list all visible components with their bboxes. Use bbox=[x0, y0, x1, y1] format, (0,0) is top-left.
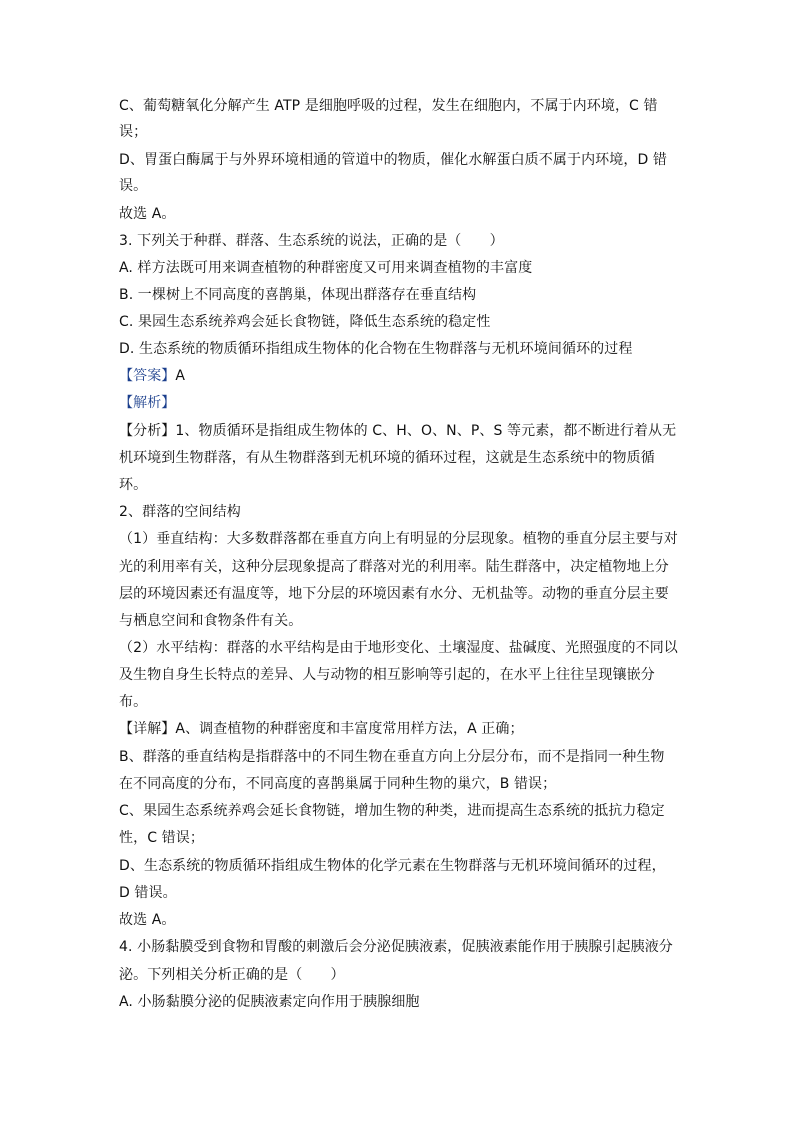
answer-line bbox=[119, 366, 679, 386]
text-line: 层的环境因素还有温度等，地下分层的环境因素有水分、无机盐等。动物的垂直分层主要 bbox=[119, 586, 669, 602]
text-line: D、生态系统的物质循环指组成生物体的化学元素在生物群落与无机环境间循环的过程， bbox=[119, 858, 666, 874]
analysis-line bbox=[119, 393, 679, 413]
text-line: 故选 A。 bbox=[119, 206, 176, 222]
text-line: 故选 A。 bbox=[119, 912, 176, 928]
detail-tag: 【详解】 bbox=[119, 721, 176, 737]
answer-value: A bbox=[175, 368, 186, 384]
detail-line: 【详解】A、调查植物的种群密度和丰富度常用样方法，A 正确； bbox=[119, 721, 524, 737]
question-4-option-a: A. 小肠黏膜分泌的促胰液素定向作用于胰腺细胞 bbox=[119, 994, 420, 1010]
text-line: 误。 bbox=[119, 178, 148, 194]
answer-tag: 【答案】 bbox=[119, 368, 176, 384]
question-4-stem: 4. 小肠黏膜受到食物和胃酸的刺激后会分泌促胰液素，促胰液素能作用于胰腺引起胰液分 bbox=[119, 939, 673, 955]
text-line: （2）水平结构：群落的水平结构是由于地形变化、土壤湿度、盐碱度、光照强度的不同以 bbox=[119, 640, 678, 656]
question-3-option-b: B. 一棵树上不同高度的喜鹊巢，体现出群落存在垂直结构 bbox=[119, 287, 477, 303]
text-line: 及生物自身生长特点的差异、人与动物的相互影响等引起的，在水平上往往呈现镶嵌分 bbox=[119, 667, 655, 683]
text-line: 在不同高度的分布，不同高度的喜鹊巢属于同种生物的巢穴，B 错误； bbox=[119, 776, 557, 792]
text-line: B、群落的垂直结构是指群落中的不同生物在垂直方向上分层分布，而不是指同一种生物 bbox=[119, 749, 665, 765]
fenxi-tag: 【分析】 bbox=[119, 423, 176, 439]
analysis-tag: 【解析】 bbox=[119, 395, 176, 411]
text-line: 机环境到生物群落，有从生物群落到无机环境的循环过程，这就是生态系统中的物质循 bbox=[119, 450, 655, 466]
text-line: C、葡萄糖氧化分解产生 ATP 是细胞呼吸的过程，发生在细胞内，不属于内环境，C 错 bbox=[119, 98, 658, 114]
text-line: 布。 bbox=[119, 694, 148, 710]
text-line: 光的利用率有关，这种分层现象提高了群落对光的利用率。陆生群落中，决定植物地上分 bbox=[119, 559, 669, 575]
text-line: D 错误。 bbox=[119, 885, 177, 901]
text-line: 误； bbox=[119, 124, 148, 140]
question-3-option-c: C. 果园生态系统养鸡会延长食物链，降低生态系统的稳定性 bbox=[119, 314, 491, 330]
question-3-option-a: A. 样方法既可用来调查植物的种群密度又可用来调查植物的丰富度 bbox=[119, 260, 533, 276]
question-4-stem-cont: 泌。下列相关分析正确的是（ ） bbox=[119, 967, 345, 983]
text-line: 环。 bbox=[119, 477, 148, 493]
fenxi-line: 【分析】1、物质循环是指组成生物体的 C、H、O、N、P、S 等元素，都不断进行着从无 bbox=[119, 423, 677, 439]
text-line: 2、群落的空间结构 bbox=[119, 504, 241, 520]
text-line: 性，C 错误； bbox=[119, 830, 204, 846]
text-line: D、胃蛋白酶属于与外界环境相通的管道中的物质，催化水解蛋白质不属于内环境，D 错 bbox=[119, 152, 668, 168]
question-3-stem: 3. 下列关于种群、群落、生态系统的说法，正确的是（ ） bbox=[119, 233, 504, 249]
question-3-option-d: D. 生态系统的物质循环指组成生物体的化合物在生物群落与无机环境间循环的过程 bbox=[119, 341, 633, 357]
text-line: C、果园生态系统养鸡会延长食物链，增加生物的种类，进而提高生态系统的抵抗力稳定 bbox=[119, 803, 665, 819]
text-line: 与栖息空间和食物条件有关。 bbox=[119, 613, 303, 629]
text-line: （1）垂直结构：大多数群落都在垂直方向上有明显的分层现象。植物的垂直分层主要与对 bbox=[119, 531, 678, 547]
